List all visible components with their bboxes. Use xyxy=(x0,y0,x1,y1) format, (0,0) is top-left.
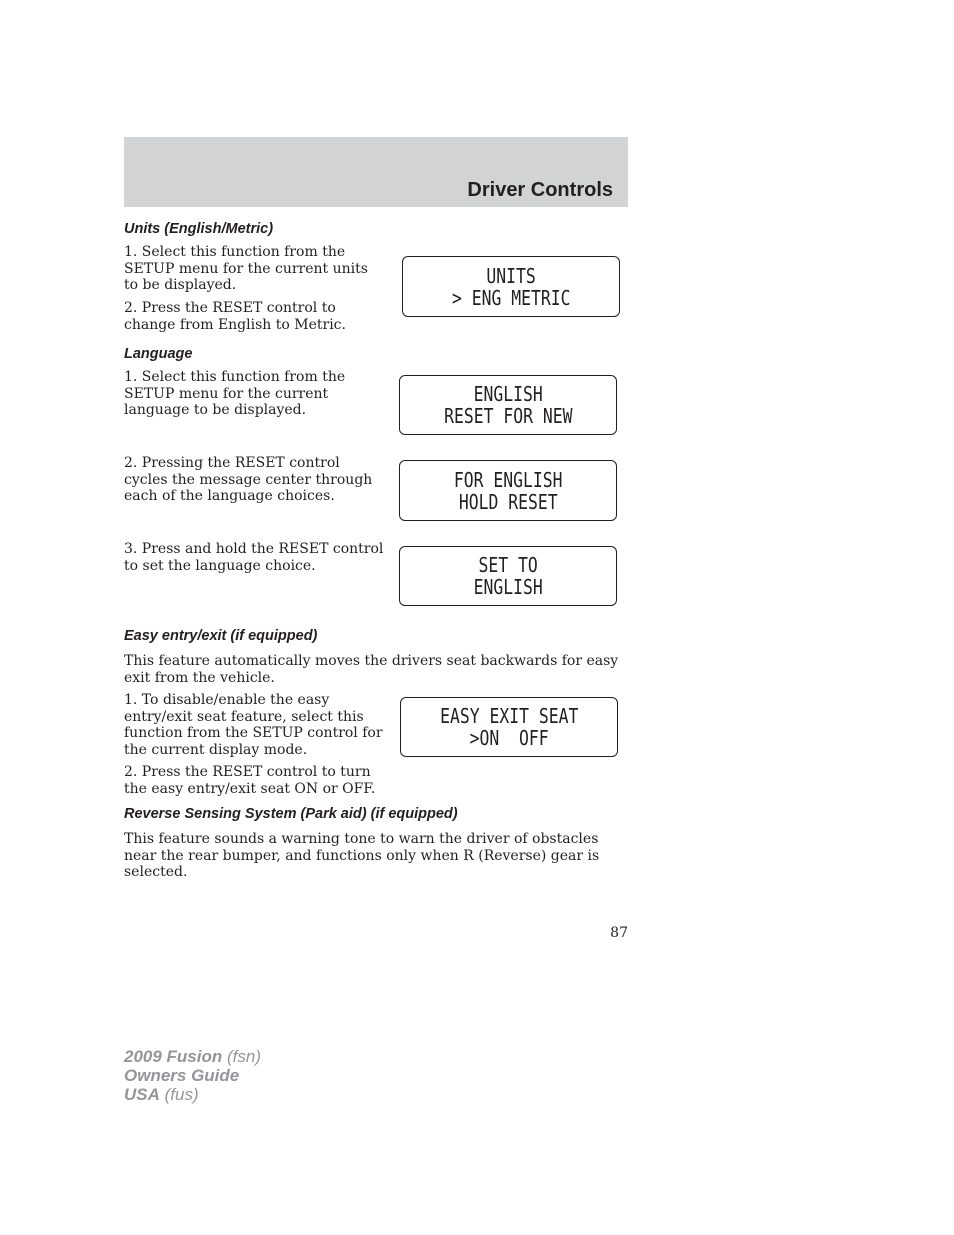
language-display-1-line-2: RESET FOR NEW xyxy=(443,404,573,428)
section-title: Driver Controls xyxy=(467,179,613,201)
language-display-3-line-2: ENGLISH xyxy=(473,575,543,599)
easy-exit-display xyxy=(400,697,618,757)
easy-entry-step-1: 1. To disable/enable the easy entry/exit seat feature, select this function from the SETUP control for the current display mode. xyxy=(124,692,383,758)
language-heading: Language xyxy=(124,346,193,362)
footer-market-code: (fus) xyxy=(159,1085,199,1104)
units-heading: Units (English/Metric) xyxy=(124,221,274,237)
language-step-1: 1. Select this function from the SETUP menu for the current language to be displayed. xyxy=(124,369,346,418)
units-display-line-2: > ENG METRIC xyxy=(451,285,571,310)
easy-entry-step-2: 2. Press the RESET control to turn the easy entry/exit seat ON or OFF. xyxy=(124,764,376,797)
language-display-3-line-1: SET TO xyxy=(478,553,538,577)
easy-entry-heading: Easy entry/exit (if equipped) xyxy=(124,628,318,644)
language-display-english xyxy=(399,375,617,435)
language-display-hold xyxy=(399,460,617,521)
easy-exit-display-line-2: >ON OFF xyxy=(469,726,549,750)
footer-line-2 xyxy=(124,1066,261,1085)
footer-market: USA xyxy=(124,1085,160,1104)
footer-model: 2009 Fusion xyxy=(124,1047,223,1066)
easy-entry-intro: This feature automatically moves the drivers seat backwards for easy exit from the vehicle. xyxy=(124,653,619,686)
footer-line-1 xyxy=(124,1047,261,1066)
page-number: 87 xyxy=(610,925,628,941)
units-step-1: 1. Select this function from the SETUP menu for the current units to be displayed. xyxy=(124,244,368,293)
language-display-2-line-1: FOR ENGLISH xyxy=(453,467,563,492)
language-display-1-line-1: ENGLISH xyxy=(473,382,543,406)
language-display-2-line-2: HOLD RESET xyxy=(458,489,558,514)
units-display-line-1: UNITS xyxy=(486,263,536,288)
footer-model-code: (fsn) xyxy=(222,1047,261,1066)
units-step-2: 2. Press the RESET control to change from English to Metric. xyxy=(124,300,346,333)
language-step-3: 3. Press and hold the RESET control to set the language choice. xyxy=(124,541,384,574)
units-display xyxy=(402,256,620,317)
language-display-set xyxy=(399,546,617,606)
easy-exit-display-line-1: EASY EXIT SEAT xyxy=(439,704,579,728)
footer-line-3 xyxy=(124,1085,261,1104)
reverse-sensing-heading: Reverse Sensing System (Park aid) (if equipped) xyxy=(124,806,458,822)
reverse-sensing-body: This feature sounds a warning tone to warn the driver of obstacles near the rear bumper, and functions only when R (Reverse) gear is selected. xyxy=(124,831,600,880)
language-step-2: 2. Pressing the RESET control cycles the message center through each of the language choices. xyxy=(124,455,373,504)
section-header-band xyxy=(124,137,628,207)
footer-guide: Owners Guide xyxy=(124,1066,240,1085)
document-footer xyxy=(124,1047,261,1104)
